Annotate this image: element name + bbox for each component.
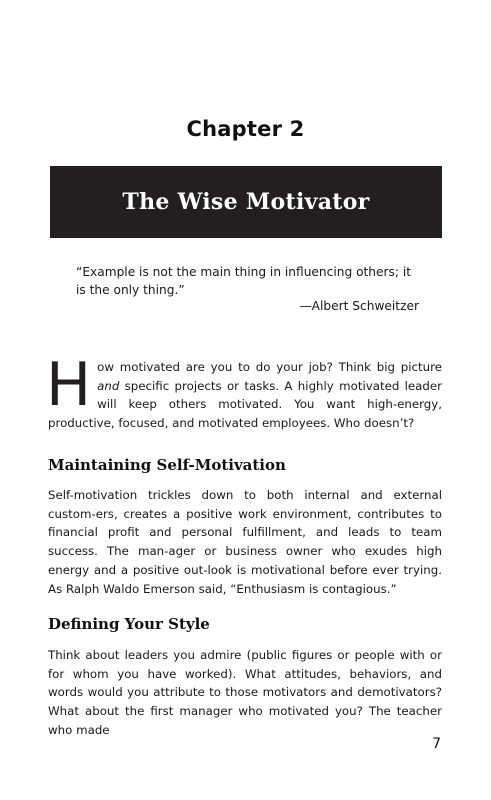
section-body-maintaining-self-motivation: Self-motivation trickles down to both internal and external custom-ers, creates a positive work environment, contributes to financial profit and personal fulfillment, and leads to team success. The man-ager or business owner who exudes high energy and a positive out-look is motivational before ever trying. As Ralph Waldo Emerson said, “Enthusiasm is contagious.” [48,488,442,596]
chapter-title: The Wise Motivator [122,189,370,215]
section-body-defining-your-style: Think about leaders you admire (public figures or people with or for whom you have worked). What attitudes, behaviors, and words would you attribute to those motivators and demotivators? What about the first manager who motivated you? The teacher who made [48,648,442,737]
intro-text-part1: ow motivated are you to do your job? Think big picture [97,360,442,374]
chapter-label: Chapter 2 [186,117,305,141]
chapter-title-banner [50,166,442,238]
intro-text-part2: specific projects or tasks. A highly motivated leader will keep others motivated. You want high-energy, productive, focused, and motivated employees. Who doesn’t? [48,378,442,431]
page-number: 7 [432,736,441,752]
epigraph-attribution: —Albert Schweitzer [299,299,419,313]
epigraph-quote: “Example is not the main thing in influencing others; it is the only thing.” [76,265,412,297]
drop-cap: H [46,350,92,420]
section-heading-defining-your-style: Defining Your Style [48,615,210,633]
intro-emphasis: and [97,378,120,393]
intro-paragraph [46,350,442,433]
section-heading-maintaining-self-motivation: Maintaining Self-Motivation [48,456,286,474]
